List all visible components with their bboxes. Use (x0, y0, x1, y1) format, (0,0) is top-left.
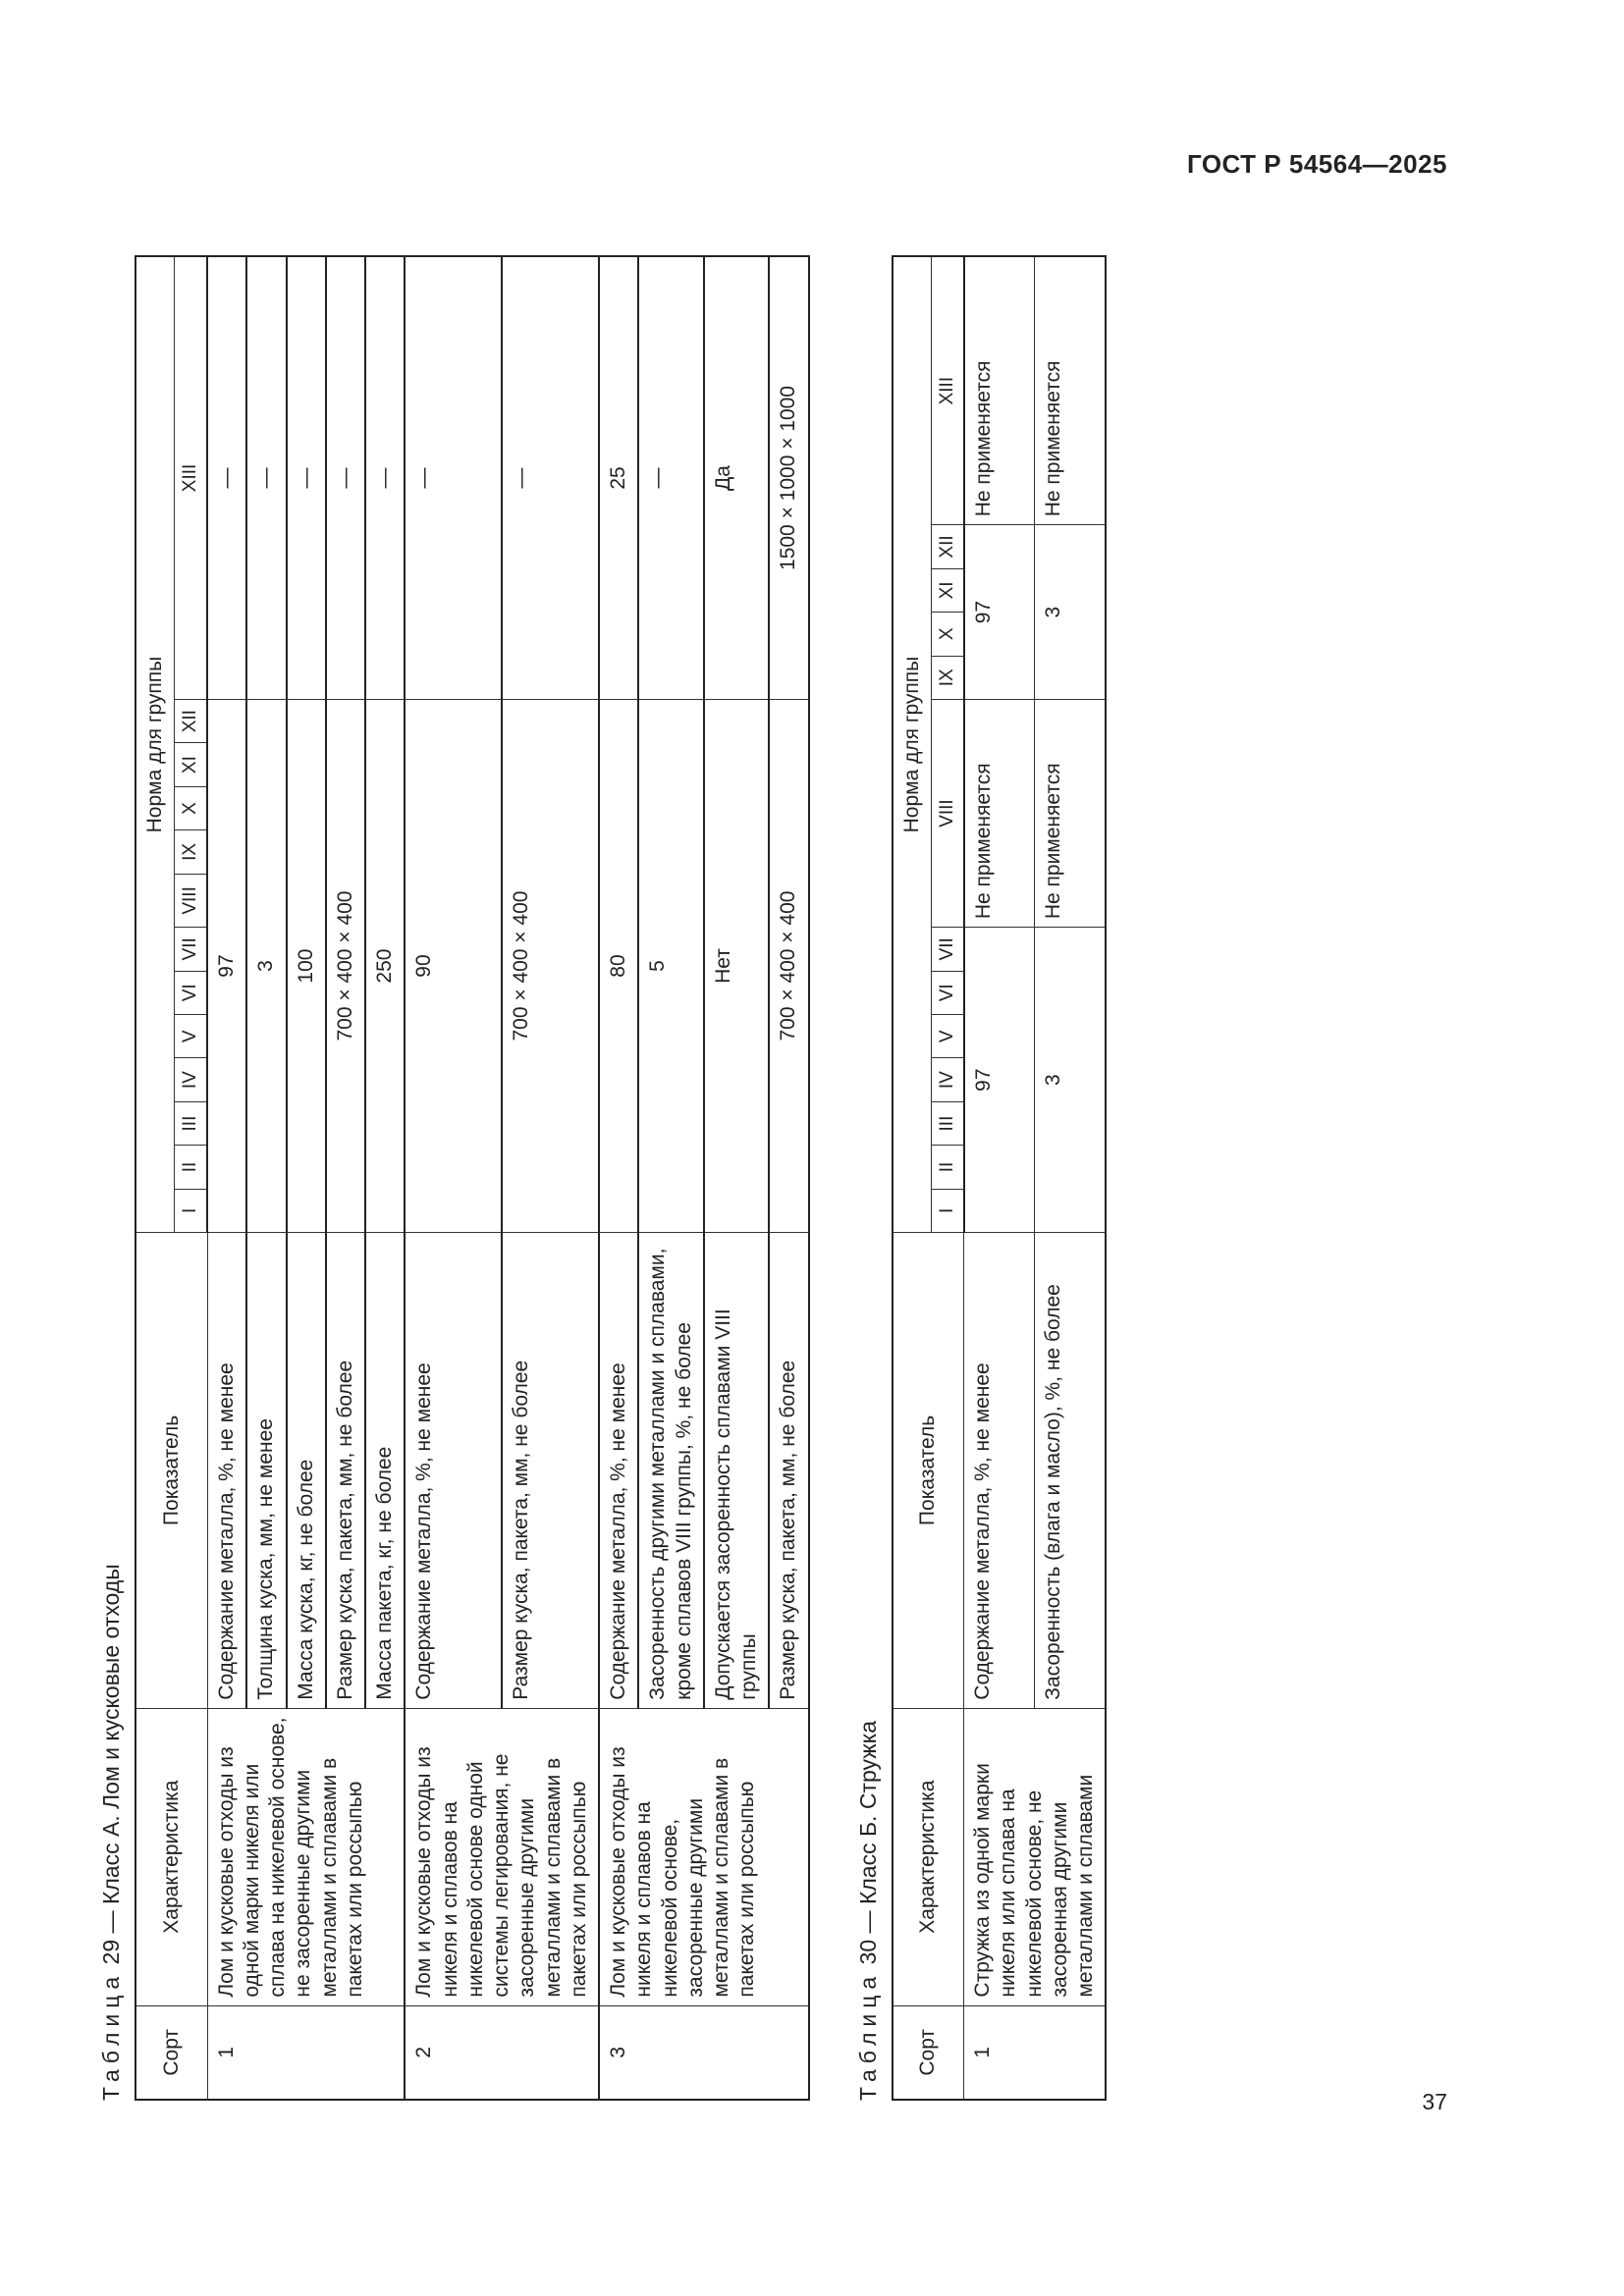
indicator: Содержание металла, %, не менее (964, 1233, 1035, 1709)
table-29-caption (98, 236, 125, 2101)
table-29 (135, 255, 810, 2101)
norm-groups-1-7: 3 (1035, 928, 1106, 1233)
sort-number: 2 (405, 2005, 599, 2100)
table-29-group-II: II (175, 1146, 207, 1189)
norm-group-13: — (638, 256, 704, 699)
norm-groups-1-12: Нет (704, 699, 770, 1232)
norm-group-13: — (246, 256, 286, 699)
norm-groups-1-12: 90 (405, 699, 502, 1232)
norm-group-13: Не применяется (1035, 256, 1106, 525)
table-29-group-XII: XII (175, 699, 207, 742)
table-30-col-indicator: Показатель (893, 1233, 964, 1709)
norm-group-13: — (365, 256, 405, 699)
table-29-group-XIII: XIII (175, 256, 207, 699)
norm-group-13: 25 (599, 256, 638, 699)
table-30-group-I: I (931, 1189, 963, 1232)
table-30-caption-prefix: Таблица (854, 1970, 881, 2101)
table-30-sort-1 (964, 256, 1107, 2100)
norm-groups-1-12: 80 (599, 699, 638, 1232)
norm-groups-1-7: 97 (964, 928, 1035, 1233)
norm-group-13: — (502, 256, 599, 699)
norm-group-13: — (207, 256, 246, 699)
standard-designation: ГОСТ Р 54564—2025 (1186, 149, 1447, 179)
table-row (405, 256, 502, 2100)
table-row (599, 256, 638, 2100)
table-29-sort-1 (207, 256, 405, 2100)
sort-characteristic: Лом и кусковые отходы из одной марки никеля или сплава на никелевой основе, не засоренные другими металлами и сплавами в пакетах или россыпью (207, 1708, 405, 2005)
table-29-col-indicator: Показатель (135, 1233, 207, 1709)
table-29-sort-3 (599, 256, 809, 2100)
norm-groups-1-12: 3 (246, 699, 286, 1232)
table-30-header-row (893, 256, 932, 2100)
norm-groups-1-12: 250 (365, 699, 405, 1232)
table-30-group-VII: VII (931, 928, 963, 971)
table-30-group-XI: XI (931, 568, 963, 612)
table-30 (892, 255, 1108, 2101)
table-29-group-VII: VII (175, 928, 207, 971)
norm-groups-1-12: 100 (287, 699, 326, 1232)
table-29-col-characteristic: Характеристика (135, 1708, 207, 2005)
table-30-col-sort: Сорт (893, 2005, 964, 2100)
table-30-group-V: V (931, 1015, 963, 1058)
indicator: Размер куска, пакета, мм, не более (326, 1233, 365, 1709)
indicator: Содержание металла, %, не менее (405, 1233, 502, 1709)
table-30-caption (855, 236, 882, 2101)
table-29-group-V: V (175, 1015, 207, 1058)
norm-groups-1-12: 700 × 400 × 400 (769, 699, 808, 1232)
indicator: Толщина куска, мм, не менее (246, 1233, 286, 1709)
table-29-caption-prefix: Таблица (98, 1970, 124, 2101)
table-29-group-III: III (175, 1101, 207, 1145)
norm-groups-1-12: 700 × 400 × 400 (502, 699, 599, 1232)
table-29-group-X: X (175, 786, 207, 829)
norm-group-8: Не применяется (1035, 699, 1106, 927)
table-30-group-IV: IV (931, 1058, 963, 1101)
indicator: Содержание металла, %, не менее (207, 1233, 246, 1709)
norm-groups-1-12: 97 (207, 699, 246, 1232)
table-29-col-sort: Сорт (135, 2005, 207, 2100)
table-30-group-VI: VI (931, 971, 963, 1014)
table-29-group-VIII: VIII (175, 874, 207, 928)
table-row (207, 256, 246, 2100)
sort-number: 1 (964, 2005, 1107, 2100)
table-30-group-IX: IX (931, 656, 963, 699)
indicator: Размер куска, пакета, мм, не более (769, 1233, 808, 1709)
table-29-header-row (135, 256, 175, 2100)
indicator: Засоренность другими металлами и сплавами, кроме сплавов VIII группы, %, не более (638, 1233, 704, 1709)
table-29-group-VI: VI (175, 971, 207, 1014)
sort-characteristic: Лом и кусковые отходы из никеля и сплавов на никелевой основе, засоренные другими металлами и сплавами в пакетах или россыпью (599, 1708, 809, 2005)
table-29-group-I: I (175, 1189, 207, 1232)
table-30-group-VIII: VIII (931, 699, 963, 927)
norm-group-13: — (287, 256, 326, 699)
indicator: Засоренность (влага и масло), %, не более (1035, 1233, 1106, 1709)
norm-group-13: 1500 × 1000 × 1000 (769, 256, 808, 699)
norm-groups-1-12: 700 × 400 × 400 (326, 699, 365, 1232)
indicator: Масса куска, кг, не более (287, 1233, 326, 1709)
table-29-col-norm: Норма для группы (135, 256, 175, 1233)
norm-group-13: Не применяется (964, 256, 1035, 525)
table-29-group-IV: IV (175, 1058, 207, 1101)
table-30-group-XII: XII (931, 525, 963, 568)
table-30-col-characteristic: Характеристика (893, 1708, 964, 2005)
indicator: Масса пакета, кг, не более (365, 1233, 405, 1709)
table-29-group-XI: XI (175, 743, 207, 786)
norm-group-13: — (326, 256, 365, 699)
indicator: Размер куска, пакета, мм, не более (502, 1233, 599, 1709)
norm-group-8: Не применяется (964, 699, 1035, 927)
rotated-landscape-content (98, 236, 1107, 2101)
table-row (964, 256, 1035, 2100)
norm-groups-1-12: 5 (638, 699, 704, 1232)
norm-groups-9-12: 3 (1035, 525, 1106, 700)
table-30-group-III: III (931, 1101, 963, 1145)
page-number: 37 (1422, 2089, 1447, 2114)
sort-characteristic: Стружка из одной марки никеля или сплава на никелевой основе, не засоренная другими металлами и сплавами (964, 1708, 1107, 2005)
table-30-col-norm: Норма для группы (893, 256, 932, 1233)
sort-number: 1 (207, 2005, 405, 2100)
table-30-caption-text: 30 — Класс Б. Стружка (854, 1721, 881, 1965)
indicator: Допускается засоренность сплавами VIII группы (704, 1233, 770, 1709)
norm-groups-9-12: 97 (964, 525, 1035, 700)
table-30-group-XIII: XIII (931, 256, 963, 525)
table-30-group-X: X (931, 613, 963, 656)
table-29-group-IX: IX (175, 830, 207, 874)
sort-number: 3 (599, 2005, 809, 2100)
norm-group-13: — (405, 256, 502, 699)
table-29-caption-text: 29 — Класс А. Лом и кусковые отходы (98, 1564, 124, 1965)
table-30-group-II: II (931, 1146, 963, 1189)
sort-characteristic: Лом и кусковые отходы из никеля и сплавов на никелевой основе одной системы легирования, не засоренные другими металлами и сплавами в пакетах или россыпью (405, 1708, 599, 2005)
indicator: Содержание металла, %, не менее (599, 1233, 638, 1709)
norm-group-13: Да (704, 256, 770, 699)
table-29-sort-2 (405, 256, 599, 2100)
